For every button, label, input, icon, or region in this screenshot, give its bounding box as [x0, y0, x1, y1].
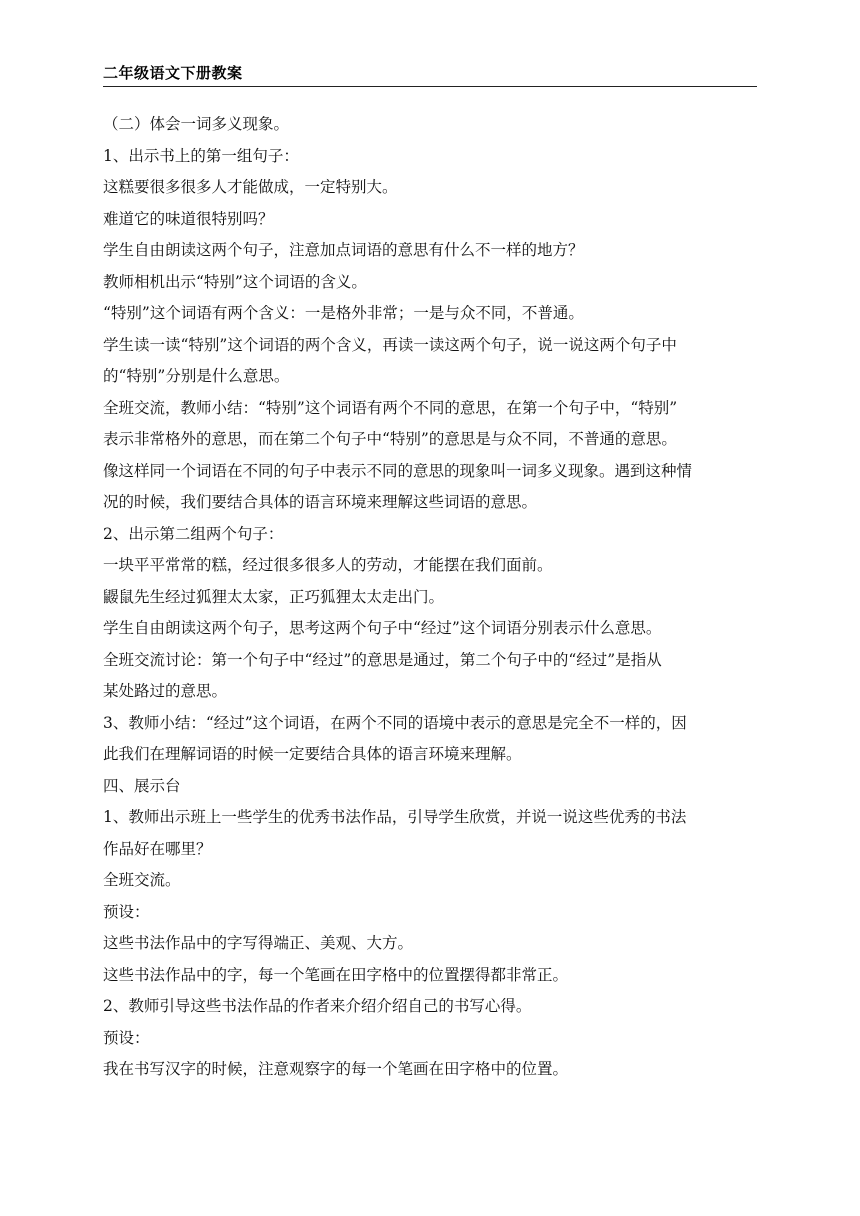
paragraph-line: 学生自由朗读这两个句子，注意加点词语的意思有什么不一样的地方？ — [103, 241, 584, 259]
paragraph-line: 况的时候，我们要结合具体的语言环境来理解这些词语的意思。 — [103, 493, 538, 511]
paragraph-line: 难道它的味道很特别吗？ — [103, 209, 274, 228]
paragraph-line: 某处路过的意思。 — [103, 682, 228, 700]
paragraph-line: 表示非常格外的意思，而在第二个句子中“特别”的意思是与众不同，不普通的意思。 — [103, 430, 677, 448]
paragraph-line: 学生自由朗读这两个句子，思考这两个句子中“经过”这个词语分别表示什么意思。 — [103, 619, 662, 637]
paragraph-line: 的“特别”分别是什么意思。 — [103, 367, 290, 385]
paragraph-line: 学生读一读“特别”这个词语的两个含义，再读一读这两个句子，说一说这两个句子中 — [103, 335, 677, 354]
paragraph-line: 3、教师小结：“经过”这个词语，在两个不同的语境中表示的意思是完全不一样的，因 — [103, 713, 687, 732]
section-heading: 四、展示台 — [103, 776, 181, 795]
paragraph-line: 鼹鼠先生经过狐狸太太家，正巧狐狸太太走出门。 — [103, 587, 445, 606]
paragraph-line: 教师相机出示“特别”这个词语的含义。 — [103, 272, 367, 291]
paragraph-line: 全班交流讨论：第一个句子中“经过”的意思是通过，第二个句子中的“经过”是指从 — [103, 650, 662, 669]
document-body — [103, 109, 757, 1086]
paragraph-line: 一块平平常常的糕，经过很多很多人的劳动，才能摆在我们面前。 — [103, 556, 553, 574]
paragraph-line: 我在书写汉字的时候，注意观察字的每一个笔画在田字格中的位置。 — [103, 1060, 569, 1078]
paragraph-line: 像这样同一个词语在不同的句子中表示不同的意思的现象叫一词多义现象。遇到这种情 — [103, 461, 693, 480]
header-title: 二年级语文下册教案 — [103, 64, 243, 82]
paragraph-line: 这糕要很多很多人才能做成，一定特别大。 — [103, 178, 398, 196]
paragraph-line: 这些书法作品中的字，每一个笔画在田字格中的位置摆得都非常正。 — [103, 965, 569, 984]
paragraph-line: 全班交流。 — [103, 871, 181, 889]
paragraph-line: 2、教师引导这些书法作品的作者来介绍介绍自己的书写心得。 — [103, 997, 532, 1015]
paragraph-line: 作品好在哪里？ — [103, 839, 212, 858]
paragraph-line: 2、出示第二组两个句子： — [103, 524, 284, 543]
paragraph-line: 1、教师出示班上一些学生的优秀书法作品，引导学生欣赏，并说一说这些优秀的书法 — [103, 808, 687, 826]
paragraph-line: 全班交流，教师小结：“特别”这个词语有两个不同的意思，在第一个句子中，“特别” — [103, 398, 678, 417]
paragraph-line: 1、出示书上的第一组句子： — [103, 146, 299, 165]
paragraph-line: 预设： — [103, 902, 150, 921]
paragraph-line: 预设： — [103, 1028, 150, 1047]
paragraph-line: （二）体会一词多义现象。 — [103, 115, 290, 133]
paragraph-line: 此我们在理解词语的时候一定要结合具体的语言环境来理解。 — [103, 745, 522, 763]
page-header — [103, 60, 757, 87]
paragraph-line: 这些书法作品中的字写得端正、美观、大方。 — [103, 934, 414, 952]
paragraph-line: “特别”这个词语有两个含义：一是格外非常；一是与众不同，不普通。 — [103, 304, 584, 322]
